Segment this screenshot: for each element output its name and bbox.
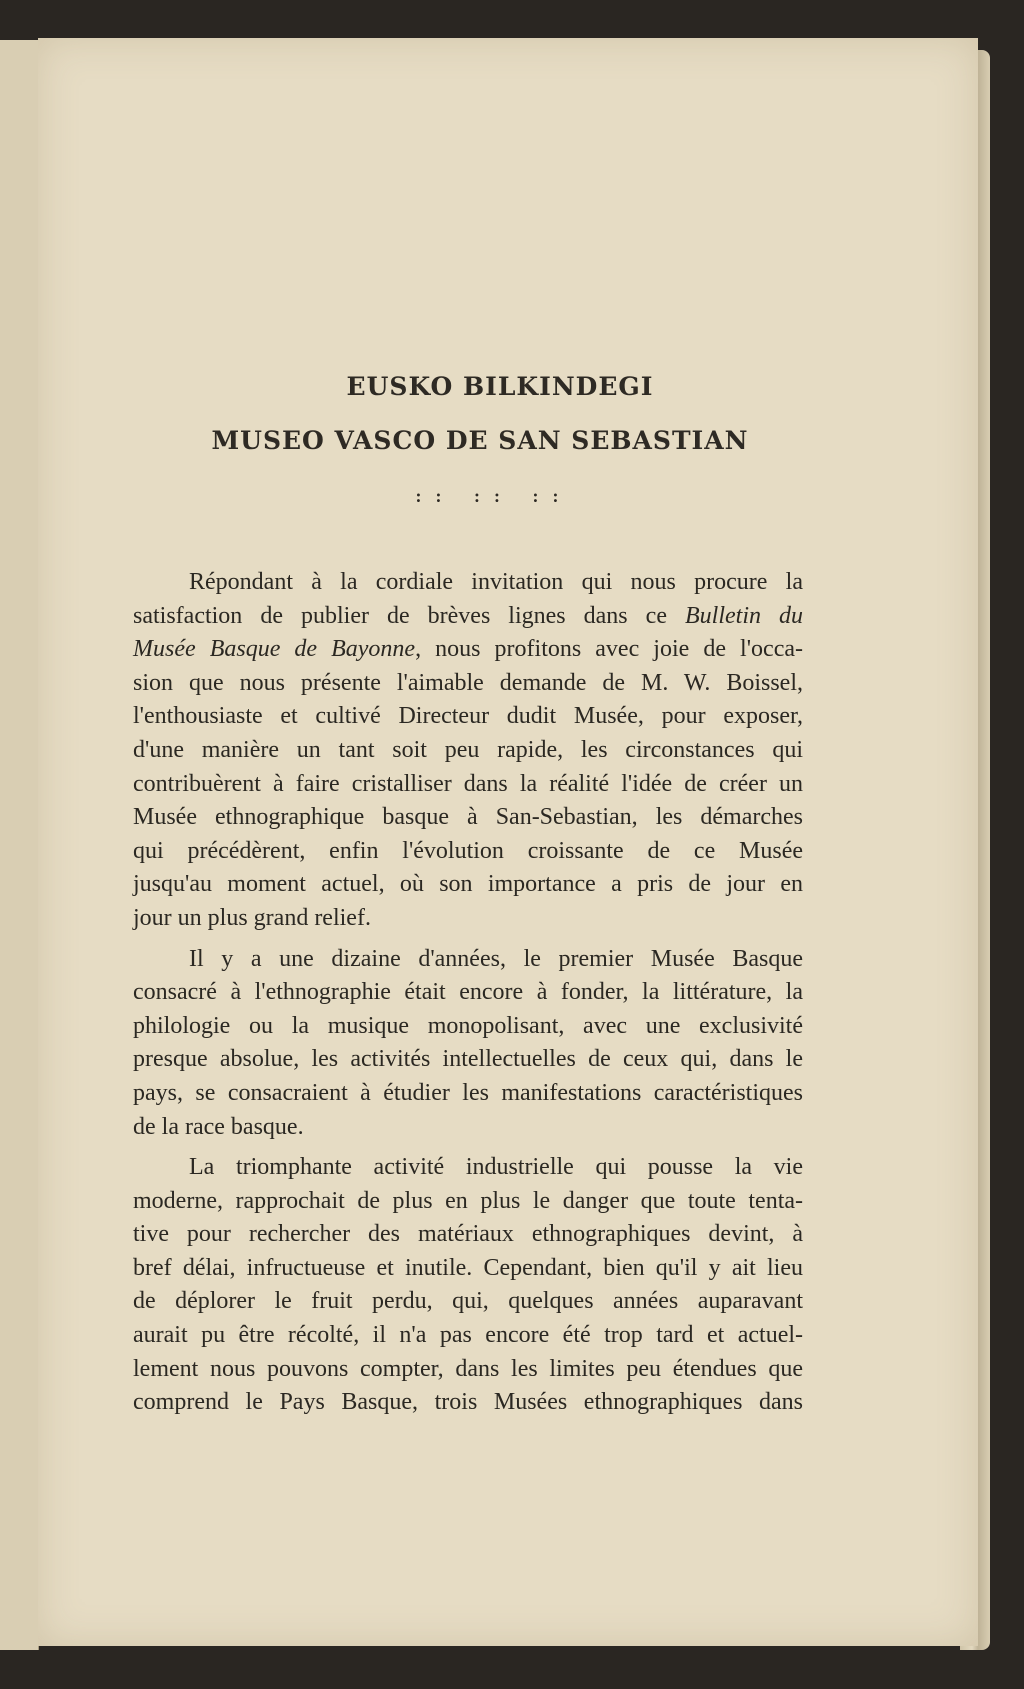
text-line: de la race basque. xyxy=(133,1113,304,1140)
text-line: bref délai, infructueuse et inutile. Cependant, bien qu'il y ait lieu xyxy=(133,1254,803,1281)
paragraph-1 xyxy=(133,566,803,936)
text-line: Musée Basque de Bayonne, nous profitons avec joie de l'occa- xyxy=(133,636,803,663)
paragraph-2 xyxy=(133,943,803,1145)
text-line: presque absolue, les activités intellectuelles de ceux qui, dans le xyxy=(133,1046,803,1073)
text-line: Répondant à la cordiale invitation qui nous procure la xyxy=(189,569,803,595)
text-line: aurait pu être récolté, il n'a pas encore été trop tard et actuel- xyxy=(133,1322,803,1349)
text-line: jour un plus grand relief. xyxy=(133,904,371,931)
text-line: qui précédèrent, enfin l'évolution croissante de ce Musée xyxy=(133,837,803,864)
text-line: contribuèrent à faire cristalliser dans la réalité l'idée de créer un xyxy=(133,770,803,797)
text-line: philologie ou la musique monopolisant, avec une exclusivité xyxy=(133,1012,803,1039)
text-line: Il y a une dizaine d'années, le premier Musée Basque xyxy=(189,945,803,972)
paragraph-3 xyxy=(133,1151,803,1420)
text-line: satisfaction de publier de brèves lignes dans ce Bulletin du xyxy=(133,602,804,629)
text-line: sion que nous présente l'aimable demande de M. W. Boissel, xyxy=(133,669,803,696)
heading-line-2: MUSEO VASCO DE SAN SEBASTIAN xyxy=(211,426,749,455)
text-line: l'enthousiaste et cultivé Directeur dudit Musée, pour exposer, xyxy=(133,703,803,730)
text-line: de déplorer le fruit perdu, qui, quelques années auparavant xyxy=(133,1288,803,1315)
text-line: consacré à l'ethnographie était encore à fonder, la littérature, la xyxy=(133,979,803,1006)
text-line: d'une manière un tant soit peu rapide, les circonstances qui xyxy=(133,736,803,763)
text-line: tive pour rechercher des matériaux ethnographiques devint, à xyxy=(133,1221,803,1248)
book-page xyxy=(38,38,978,1646)
text-line: lement nous pouvons compter, dans les limites peu étendues que xyxy=(133,1355,803,1382)
text-line: jusqu'au moment actuel, où son importance a pris de jour en xyxy=(133,871,803,898)
adjacent-page-edge xyxy=(0,40,39,1650)
italic-title: Musée Basque de Bayonne xyxy=(133,636,416,663)
text-line: pays, se consacraient à étudier les manifestations caractéristiques xyxy=(133,1079,803,1106)
text-line: moderne, rapprochait de plus en plus le danger que toute tenta- xyxy=(133,1187,803,1214)
text-line: Musée ethnographique basque à San-Sebastian, les démarches xyxy=(133,804,803,831)
italic-title: Bulletin du xyxy=(685,602,804,629)
ornament-divider: :: :: :: xyxy=(415,486,573,506)
text-line: La triomphante activité industrielle qui pousse la vie xyxy=(189,1154,803,1181)
body-text xyxy=(133,566,803,1420)
heading-line-1: EUSKO BILKINDEGI xyxy=(346,372,654,401)
text-line: comprend le Pays Basque, trois Musées ethnographiques dans xyxy=(133,1389,803,1416)
